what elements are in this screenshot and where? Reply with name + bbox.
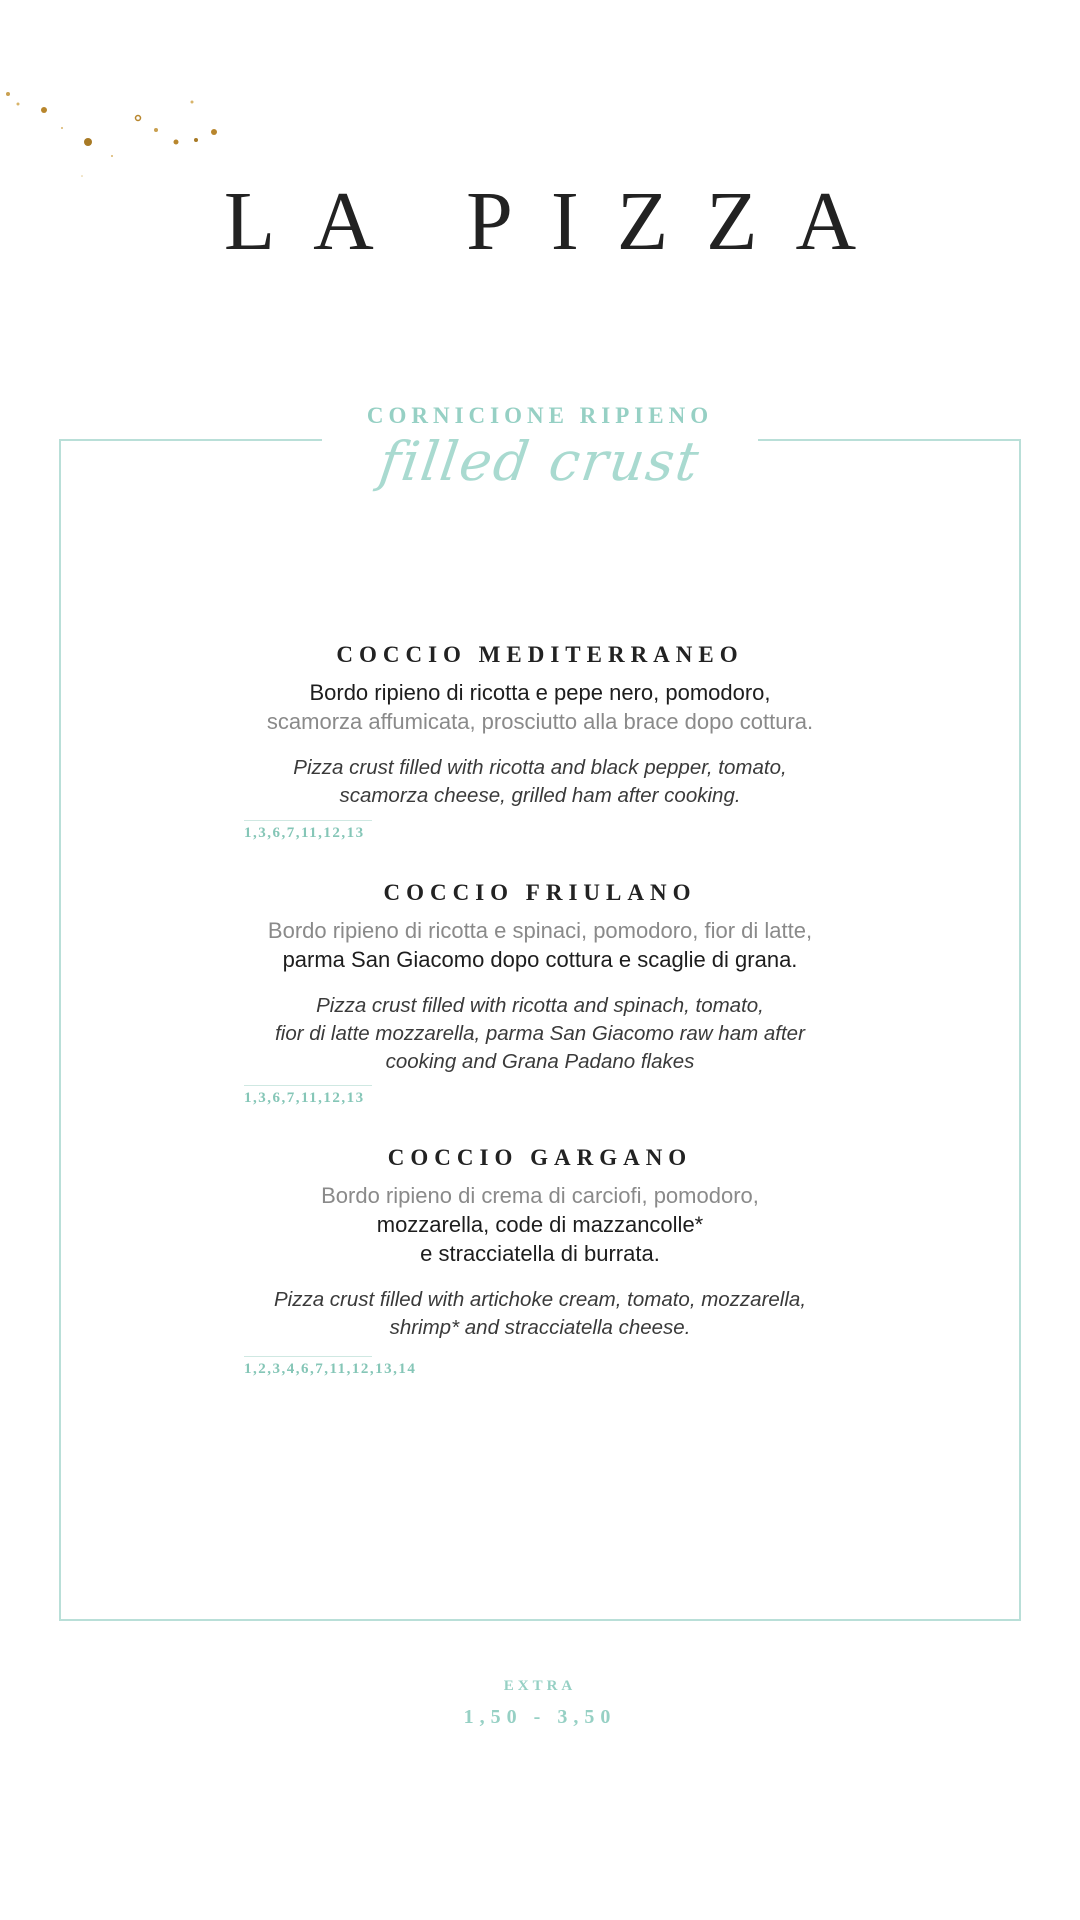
item-name: COCCIO GARGANO [387,1145,693,1170]
allergen-codes: 1,3,6,7,11,12,13 [244,1090,365,1106]
item-description-it: Bordo ripieno di ricotta e spinaci, pomodoro, fior di latte, parma San Giacomo dopo cottura e scaglie di grana. [267,918,813,972]
allergen-codes: 1,3,6,7,11,12,13 [244,825,365,841]
menu-item [0,1143,1080,1342]
allergen-divider [244,1085,372,1086]
allergen-block [244,1085,372,1107]
item-description-en: Pizza crust filled with artichoke cream, tomato, mozzarella, shrimp* and stracciatella cheese. [273,1288,807,1339]
section-title: CORNICIONE RIPIENO [366,403,714,428]
allergen-codes: 1,2,3,4,6,7,11,12,13,14 [244,1361,417,1377]
allergen-block [244,820,372,842]
extra-label: EXTRA [503,1678,577,1694]
allergen-divider [244,820,372,821]
menu-item [0,878,1080,1076]
page-title: LA PIZZA [223,175,895,268]
item-description-it: Bordo ripieno di crema di carciofi, pomodoro, mozzarella, code di mazzancolle* e stracciatella di burrata. [321,1183,759,1266]
item-name: COCCIO MEDITERRANEO [336,642,744,667]
item-name: COCCIO FRIULANO [383,880,697,905]
extra-price: 1,50 - 3,50 [463,1706,617,1728]
item-description-it: Bordo ripieno di ricotta e pepe nero, pomodoro, scamorza affumicata, prosciutto alla brace dopo cottura. [266,680,814,734]
section-subtitle: filled crust [375,430,705,493]
item-description-en: Pizza crust filled with ricotta and spinach, tomato, fior di latte mozzarella, parma San Giacomo raw ham after cooking and Grana Padano flakes [275,994,805,1073]
menu-item [0,640,1080,810]
allergen-block [244,1356,416,1378]
item-description-en: Pizza crust filled with ricotta and black pepper, tomato, scamorza cheese, grilled ham after cooking. [293,756,787,807]
allergen-divider [244,1356,372,1357]
